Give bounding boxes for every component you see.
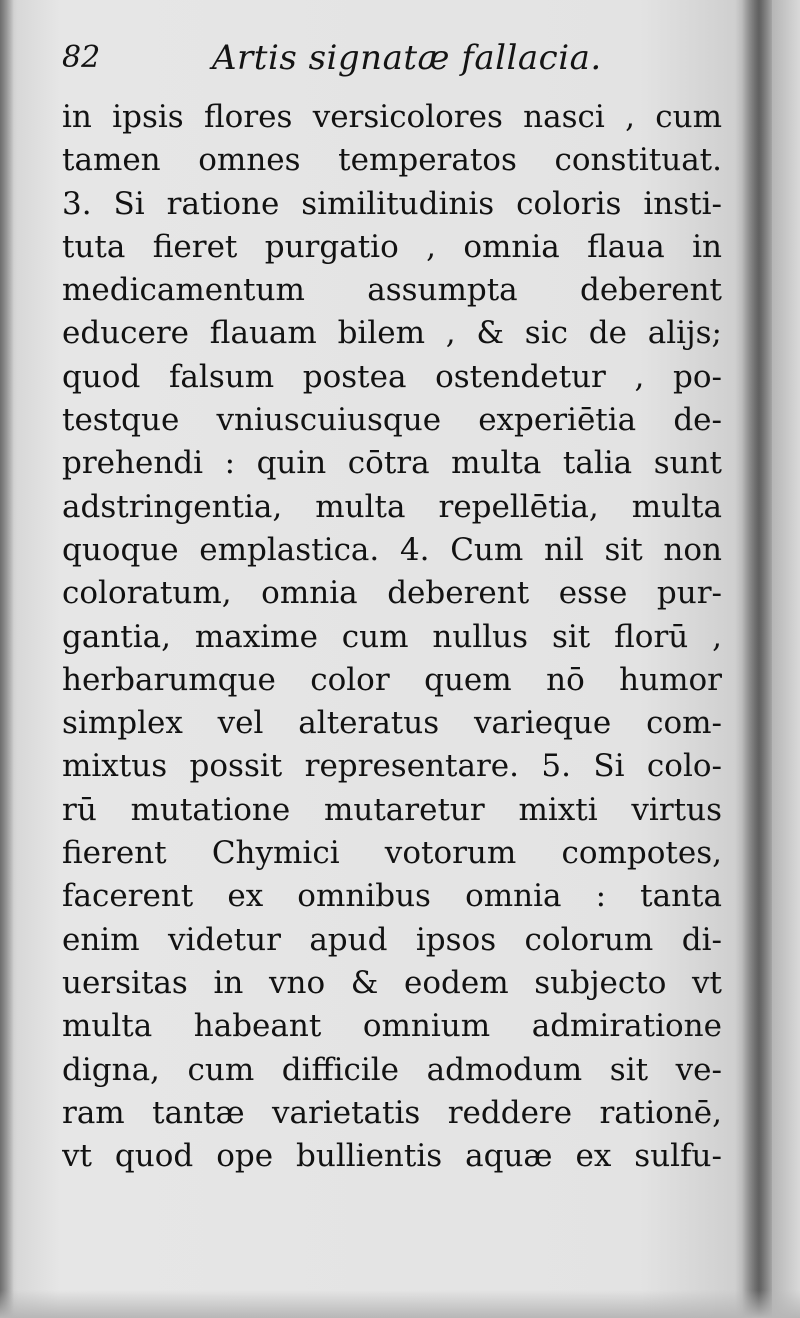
text-line: herbarumque color quem nō humor: [62, 661, 722, 698]
text-line: mixtus possit representare. 5. Si colo-: [62, 748, 722, 785]
page-gutter-shadow: [742, 0, 772, 1318]
page-bottom-edge: [0, 1290, 800, 1318]
page-left-edge-shadow: [0, 0, 14, 1318]
page-number: 82: [62, 40, 101, 75]
body-text: [62, 96, 722, 1178]
text-line: multa habeant omnium admiratione: [62, 1008, 722, 1045]
text-line: digna, cum difficile admodum sit ve-: [62, 1051, 722, 1088]
text-line: enim videtur apud ipsos colorum di-: [62, 921, 722, 958]
text-line: tuta fieret purgatio , omnia flaua in: [62, 228, 722, 265]
running-head: Artis signatæ fallacia.: [212, 38, 602, 78]
text-line: 3. Si ratione similitudinis coloris insti-: [62, 185, 722, 222]
page-header: [62, 34, 722, 90]
text-line: adstringentia, multa repellētia, multa: [62, 488, 722, 525]
text-line: testque vniuscuiusque experiētia de-: [62, 402, 722, 439]
text-line: ram tantæ varietatis reddere rationē,: [62, 1094, 722, 1131]
text-line: quoque emplastica. 4. Cum nil sit non: [62, 531, 722, 568]
text-line: prehendi : quin cōtra multa talia sunt: [62, 445, 722, 482]
text-line: coloratum, omnia deberent esse pur-: [62, 575, 722, 612]
text-line: rū mutatione mutaretur mixti virtus: [62, 791, 722, 828]
text-line: tamen omnes temperatos constituat.: [62, 142, 722, 179]
text-line: fierent Chymici votorum compotes,: [62, 835, 722, 872]
text-line: vt quod ope bullientis aquæ ex sulfu-: [62, 1138, 722, 1175]
text-line: gantia, maxime cum nullus sit florū ,: [62, 618, 722, 655]
text-line: in ipsis flores versicolores nasci , cum: [62, 99, 722, 135]
text-line: quod falsum postea ostendetur , po-: [62, 358, 722, 395]
text-line: simplex vel alteratus varieque com-: [62, 705, 722, 742]
text-line: facerent ex omnibus omnia : tanta: [62, 878, 722, 915]
text-line: uersitas in vno & eodem subjecto vt: [62, 964, 722, 1001]
text-line: medicamentum assumpta deberent: [62, 272, 722, 309]
text-line: educere flauam bilem , & sic de alijs;: [62, 315, 722, 352]
